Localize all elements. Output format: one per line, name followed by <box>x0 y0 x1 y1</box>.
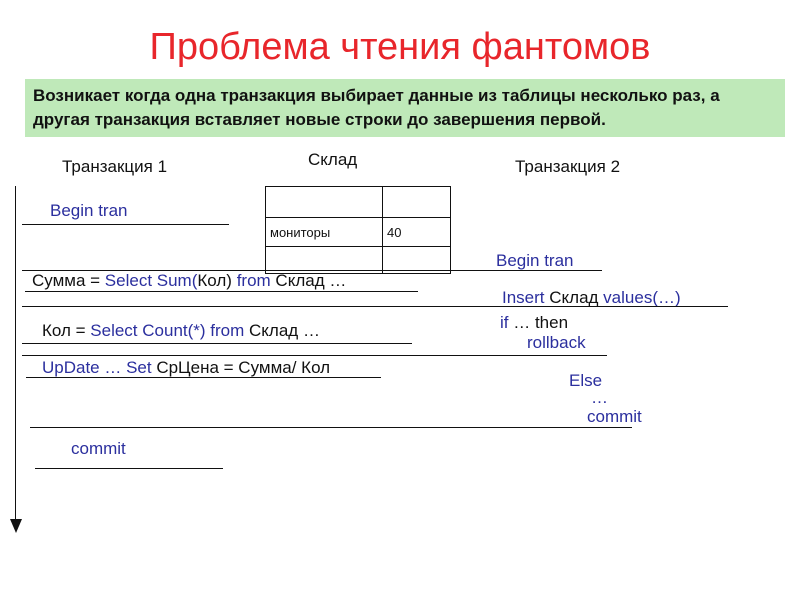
table-row <box>266 187 451 218</box>
header-warehouse: Склад <box>308 150 358 169</box>
t1-step-line <box>22 343 412 344</box>
table-cell <box>266 187 383 218</box>
t1-commit: commit <box>71 439 126 458</box>
t1-select-sum: Сумма = Select Sum(Кол) from Склад … <box>32 271 347 290</box>
t1-step-line <box>25 291 418 292</box>
t2-ellipsis: … <box>591 388 608 407</box>
t2-step-line <box>22 270 602 271</box>
header-transaction-1: Транзакция 1 <box>62 157 168 176</box>
slide-title: Проблема чтения фантомов <box>149 26 651 68</box>
t1-step-line <box>35 468 223 469</box>
t1-step-line <box>22 224 229 225</box>
t2-step-line <box>30 427 632 428</box>
t2-rollback: rollback <box>527 333 586 352</box>
t1-select-count: Кол = Select Count(*) from Склад … <box>42 321 320 340</box>
t1-begin-tran: Begin tran <box>50 201 128 220</box>
t2-step-line <box>22 355 607 356</box>
table-cell: 40 <box>383 218 451 247</box>
table-cell <box>383 187 451 218</box>
t2-commit: commit <box>587 407 642 426</box>
warehouse-table <box>265 186 451 274</box>
time-axis <box>15 186 16 520</box>
t2-if-then: if … then <box>500 313 569 332</box>
table-cell: мониторы <box>266 218 383 247</box>
table-row <box>266 218 451 247</box>
t2-else: Else <box>569 371 603 390</box>
t1-update: UpDate … Set СрЦена = Сумма/ Кол <box>42 358 331 377</box>
t2-begin-tran: Begin tran <box>496 251 574 270</box>
time-axis-arrowhead <box>10 519 22 533</box>
description-box: Возникает когда одна транзакция выбирает данные из таблицы несколько раз, а другая транзакция вставляет новые строки до завершения первой. <box>25 79 785 137</box>
t1-step-line <box>26 377 381 378</box>
t2-step-line <box>22 306 728 307</box>
header-transaction-2: Транзакция 2 <box>515 157 621 176</box>
t2-insert: Insert Склад values(…) <box>502 288 681 307</box>
